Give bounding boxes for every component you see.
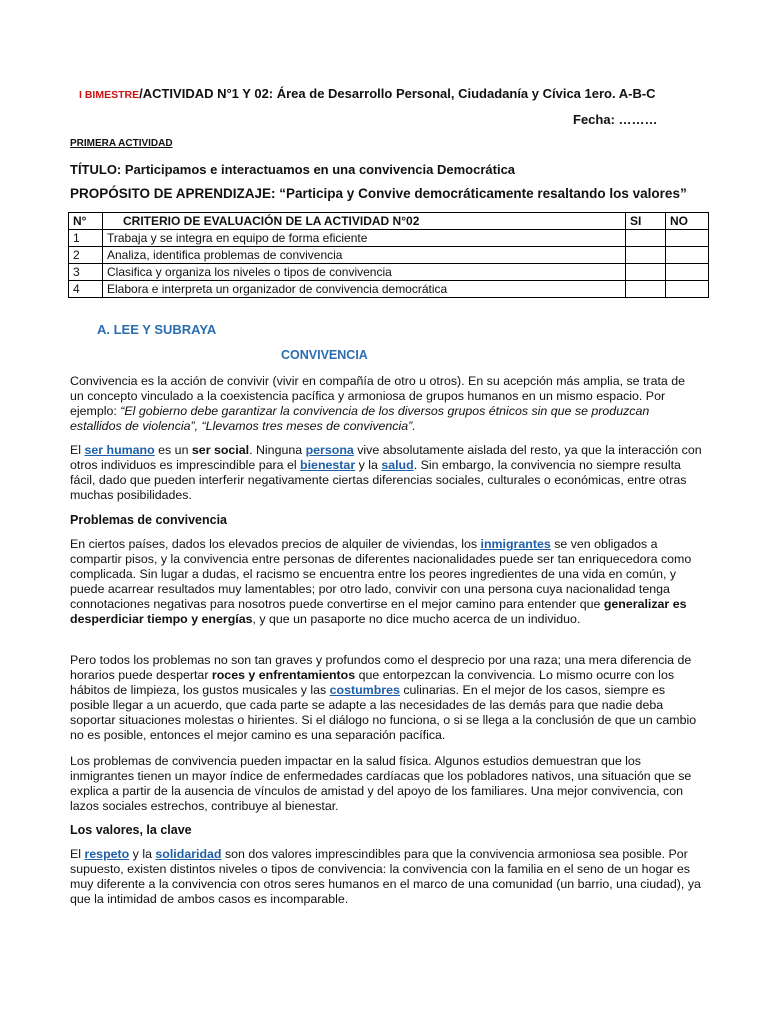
table-row xyxy=(69,247,709,264)
row-number: 1 xyxy=(69,230,103,247)
learning-purpose: PROPÓSITO DE APRENDIZAJE: “Participa y Convive democráticamente resaltando los valores” xyxy=(70,186,687,201)
row-criterion: Elabora e interpreta un organizador de convivencia democrática xyxy=(103,281,626,298)
document-header xyxy=(79,86,656,101)
paragraph-definition: Convivencia es la acción de convivir (vivir en compañía de otro u otros). En su acepción más amplia, se trata de un concepto vinculado a la coexistencia pacífica y armoniosa de grupos humanos en un mismo espacio. Por ejemplo: “El gobierno debe garantizar la convivencia de los diversos grupos étnicos sin que se produzcan estallidos de violencia”, “Llevamos tres meses de convivencia”. xyxy=(70,374,686,433)
bimestre-label: I BIMESTRE xyxy=(79,89,140,101)
si-cell[interactable] xyxy=(626,247,666,264)
row-number: 2 xyxy=(69,247,103,264)
paragraph-health: Los problemas de convivencia pueden impactar en la salud física. Algunos estudios demuestran que los inmigrantes tienen un mayor índice de enfermedades cardíacas que los pobladores nativos, una situación que se explica a partir de la ausencia de vínculos de amistad y del apoyo de los familiares. Una mejor convivencia, con lazos sociales estrechos, contribuye al bienestar. xyxy=(70,754,692,813)
no-cell[interactable] xyxy=(666,247,709,264)
table-row xyxy=(69,264,709,281)
link-salud[interactable]: salud xyxy=(381,458,414,472)
heading-problemas: Problemas de convivencia xyxy=(70,513,228,527)
row-criterion: Clasifica y organiza los niveles o tipos de convivencia xyxy=(103,264,626,281)
activity-titulo: TÍTULO: Participamos e interactuamos en una convivencia Democrática xyxy=(70,162,516,177)
table-row xyxy=(69,230,709,247)
table-row xyxy=(69,281,709,298)
article-title: CONVIVENCIA xyxy=(281,348,368,362)
si-cell[interactable] xyxy=(626,230,666,247)
table-header-row xyxy=(69,213,709,230)
date-field: Fecha: ……… xyxy=(573,112,658,127)
no-cell[interactable] xyxy=(666,230,709,247)
no-cell[interactable] xyxy=(666,264,709,281)
example-quote: “El gobierno debe garantizar la convivencia de los diversos grupos étnicos sin que se produzcan estallidos de violencia”, “Llevamos tres meses de convivencia”. xyxy=(70,404,650,433)
header-n: N° xyxy=(69,213,103,230)
activity-title: /ACTIVIDAD N°1 Y 02: Área de Desarrollo Personal, Ciudadanía y Cívica 1ero. A-B-C xyxy=(139,86,656,101)
link-solidaridad[interactable]: solidaridad xyxy=(155,847,222,861)
link-respeto[interactable]: respeto xyxy=(84,847,130,861)
paragraph-social: El ser humano es un ser social. Ninguna persona vive absolutamente aislada del resto, ya que la interacción con otros individuos es imprescindible para el bienestar y la salud. Sin embargo, la convivencia no siempre resulta fácil, dado que pueden interferir negativamente ciertas diferencias sociales, culturales o económicas, entre otras muchas posibilidades. xyxy=(70,443,702,502)
si-cell[interactable] xyxy=(626,281,666,298)
paragraph-habits: Pero todos los problemas no son tan graves y profundos como el desprecio por una raza; una mera diferencia de horarios puede despertar roces y enfrentamientos que entorpezcan la convivencia. Lo mismo ocurre con los hábitos de limpieza, los gustos musicales y las costumbres culinarias. En el mejor de los casos, siempre es posible llegar a un acuerdo, que cada parte se adapte a las necesidades de las demás para que nadie deba soportar situaciones molestas o hirientes. Si el diálogo no funciona, o si se llega a la conclusión de que un cambio no es posible, entonces el mejor camino es una separación pacífica. xyxy=(70,653,697,742)
row-criterion: Analiza, identifica problemas de convivencia xyxy=(103,247,626,264)
header-no: NO xyxy=(666,213,709,230)
link-bienestar[interactable]: bienestar xyxy=(300,458,356,472)
heading-valores: Los valores, la clave xyxy=(70,823,192,837)
header-criterio: CRITERIO DE EVALUACIÓN DE LA ACTIVIDAD N°02 xyxy=(103,213,626,230)
row-criterion: Trabaja y se integra en equipo de forma eficiente xyxy=(103,230,626,247)
link-ser-humano[interactable]: ser humano xyxy=(84,443,155,457)
criteria-table xyxy=(68,212,709,298)
row-number: 4 xyxy=(69,281,103,298)
link-costumbres[interactable]: costumbres xyxy=(329,683,400,697)
first-activity-label: PRIMERA ACTIVIDAD xyxy=(70,138,173,149)
link-inmigrantes[interactable]: inmigrantes xyxy=(480,537,551,551)
paragraph-values: El respeto y la solidaridad son dos valores imprescindibles para que la convivencia armoniosa sea posible. Por supuesto, existen distintos niveles o tipos de convivencia: la convivencia con la familia en el seno de un hogar es muy diferente a la convivencia con otros seres humanos en el marco de una comunidad (un barrio, una ciudad), ya que la intimidad de ambos casos es incomparable. xyxy=(70,847,701,906)
si-cell[interactable] xyxy=(626,264,666,281)
header-si: SI xyxy=(626,213,666,230)
paragraph-immigrants: En ciertos países, dados los elevados precios de alquiler de viviendas, los inmigrantes se ven obligados a compartir pisos, y la convivencia entre personas de diferentes nacionalidades puede ser tan enriquecedora como complicada. Sin lugar a dudas, el racismo se encuentra entre los peores ingredientes de una vida en común, y puede acarrear resultados muy lamentables; por otro lado, convivir con una persona cuya nacionalidad tenga connotaciones negativas para nosotros puede convertirse en el mejor camino para entender que generalizar es desperdiciar tiempo y energías, y que un pasaporte no dice mucho acerca de un individuo. xyxy=(70,537,692,626)
no-cell[interactable] xyxy=(666,281,709,298)
row-number: 3 xyxy=(69,264,103,281)
link-persona[interactable]: persona xyxy=(305,443,354,457)
section-heading: A. LEE Y SUBRAYA xyxy=(97,322,217,337)
